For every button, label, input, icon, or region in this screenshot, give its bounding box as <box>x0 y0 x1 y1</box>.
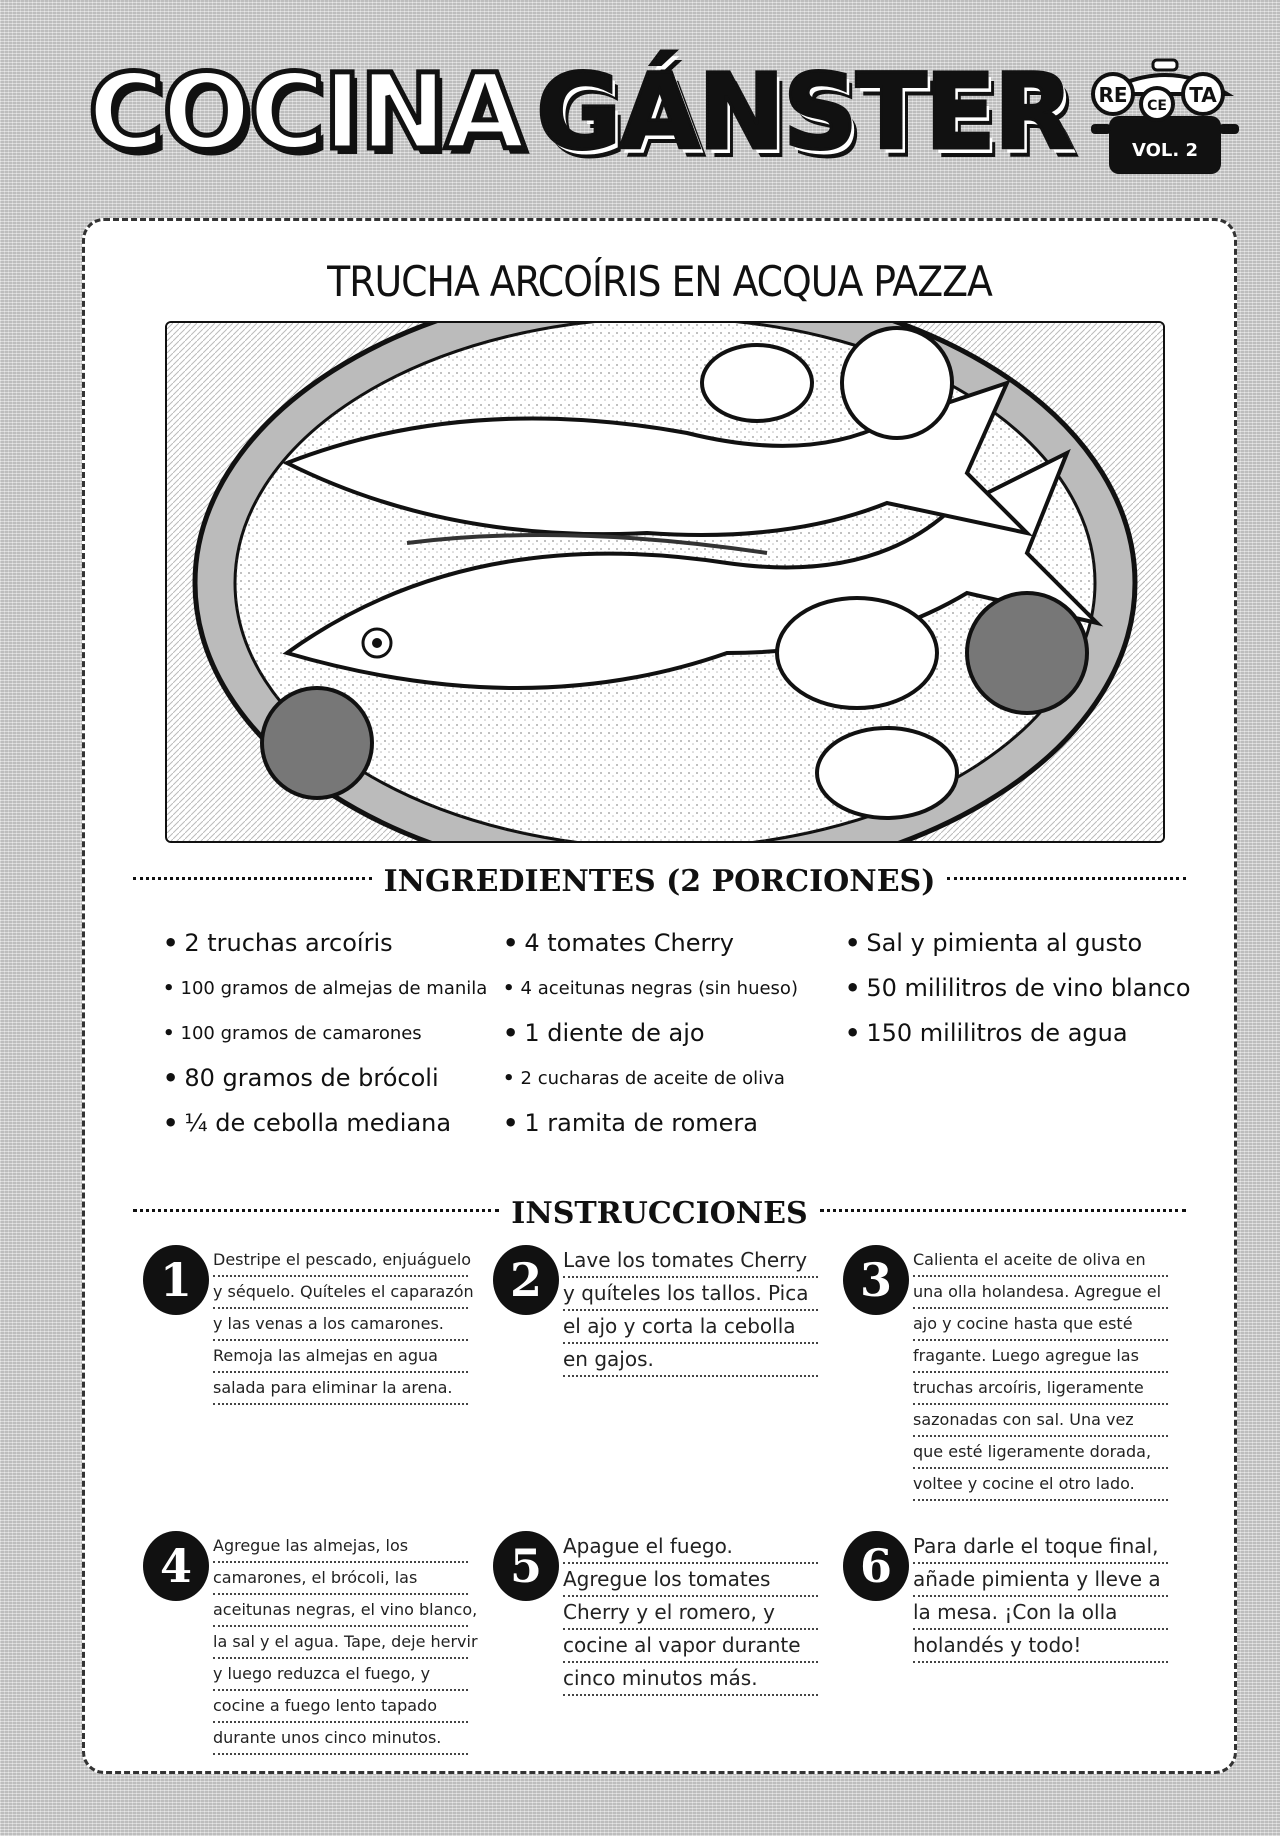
ingredient-item: • ¼ de cebolla mediana <box>163 1109 452 1137</box>
ingredient-item: • 150 mililitros de agua <box>845 1019 1128 1047</box>
ingredient-item: • 4 aceitunas negras (sin hueso) <box>503 978 798 999</box>
brand-word-ganster: GÁNSTER <box>536 51 1072 173</box>
step-number: 3 <box>843 1245 909 1315</box>
step-text: Para darle el toque final, añade pimienta y lleve a la mesa. ¡Con la olla holandés y todo! <box>913 1531 1168 1663</box>
step-number: 2 <box>493 1245 559 1315</box>
heading-divider <box>133 1209 499 1224</box>
instructions-heading: INSTRUCCIONES <box>511 1195 808 1231</box>
badge-re: RE <box>1098 83 1128 107</box>
ingredients-column-2 <box>503 921 798 1146</box>
step-text: Agregue las almejas, los camarones, el brócoli, las aceitunas negras, el vino blanco, la sal y el agua. Tape, deje hervir y luego reduzca el fuego, y cocine a fuego lento tapado durante unos cinco minutos. <box>213 1531 468 1755</box>
step-text: Apague el fuego. Agregue los tomates Cherry y el romero, y cocine al vapor durante cinco minutos más. <box>563 1531 818 1696</box>
brand-word-cocina: COCINA <box>88 51 524 173</box>
dish-illustration <box>165 321 1165 843</box>
ingredient-item: • 1 diente de ajo <box>503 1019 705 1047</box>
recipe-pot-badge <box>1085 54 1245 184</box>
step-number: 1 <box>143 1245 209 1315</box>
brand-title <box>88 50 1108 180</box>
ingredient-item: • Sal y pimienta al gusto <box>845 929 1143 957</box>
instructions-heading-row <box>133 1193 1186 1233</box>
ingredient-item: • 2 truchas arcoíris <box>163 929 393 957</box>
ingredient-item: • 100 gramos de camarones <box>163 1023 422 1044</box>
ingredient-item: • 100 gramos de almejas de manila <box>163 978 488 999</box>
recipe-title: TRUCHA ARCOÍRIS EN ACQUA PAZZA <box>327 257 992 306</box>
badge-ta: TA <box>1189 83 1217 107</box>
ingredients-heading: INGREDIENTES (2 PORCIONES) <box>383 863 936 899</box>
ingredients-heading-row <box>133 861 1186 901</box>
step-text: Calienta el aceite de oliva en una olla holandesa. Agregue el ajo y cocine hasta que esté fragante. Luego agregue las truchas arcoíris, ligeramente sazonadas con sal. Una vez que esté ligeramente dorada, voltee y cocine el otro lado. <box>913 1245 1168 1501</box>
ingredient-item: • 2 cucharas de aceite de oliva <box>503 1068 785 1089</box>
step-number: 5 <box>493 1531 559 1601</box>
ingredient-item: • 4 tomates Cherry <box>503 929 734 957</box>
step-text: Destripe el pescado, enjuáguelo y séquelo. Quíteles el caparazón y las venas a los camarones. Remoja las almejas en agua salada para eliminar la arena. <box>213 1245 468 1405</box>
ingredients-column-3 <box>845 921 1191 1056</box>
step-text: Lave los tomates Cherry y quíteles los tallos. Pica el ajo y corta la cebolla en gajos. <box>563 1245 818 1377</box>
step-number: 6 <box>843 1531 909 1601</box>
recipe-card <box>82 218 1237 1774</box>
ingredients-column-1 <box>163 921 487 1146</box>
step-number: 4 <box>143 1531 209 1601</box>
badge-ce: CE <box>1147 98 1167 114</box>
volume-label: VOL. 2 <box>1131 140 1199 161</box>
ingredient-item: • 80 gramos de brócoli <box>163 1064 439 1092</box>
heading-divider <box>133 877 372 892</box>
heading-divider <box>947 877 1186 892</box>
ingredient-item: • 1 ramita de romera <box>503 1109 758 1137</box>
heading-divider <box>820 1209 1186 1224</box>
ingredient-item: • 50 mililitros de vino blanco <box>845 974 1191 1002</box>
